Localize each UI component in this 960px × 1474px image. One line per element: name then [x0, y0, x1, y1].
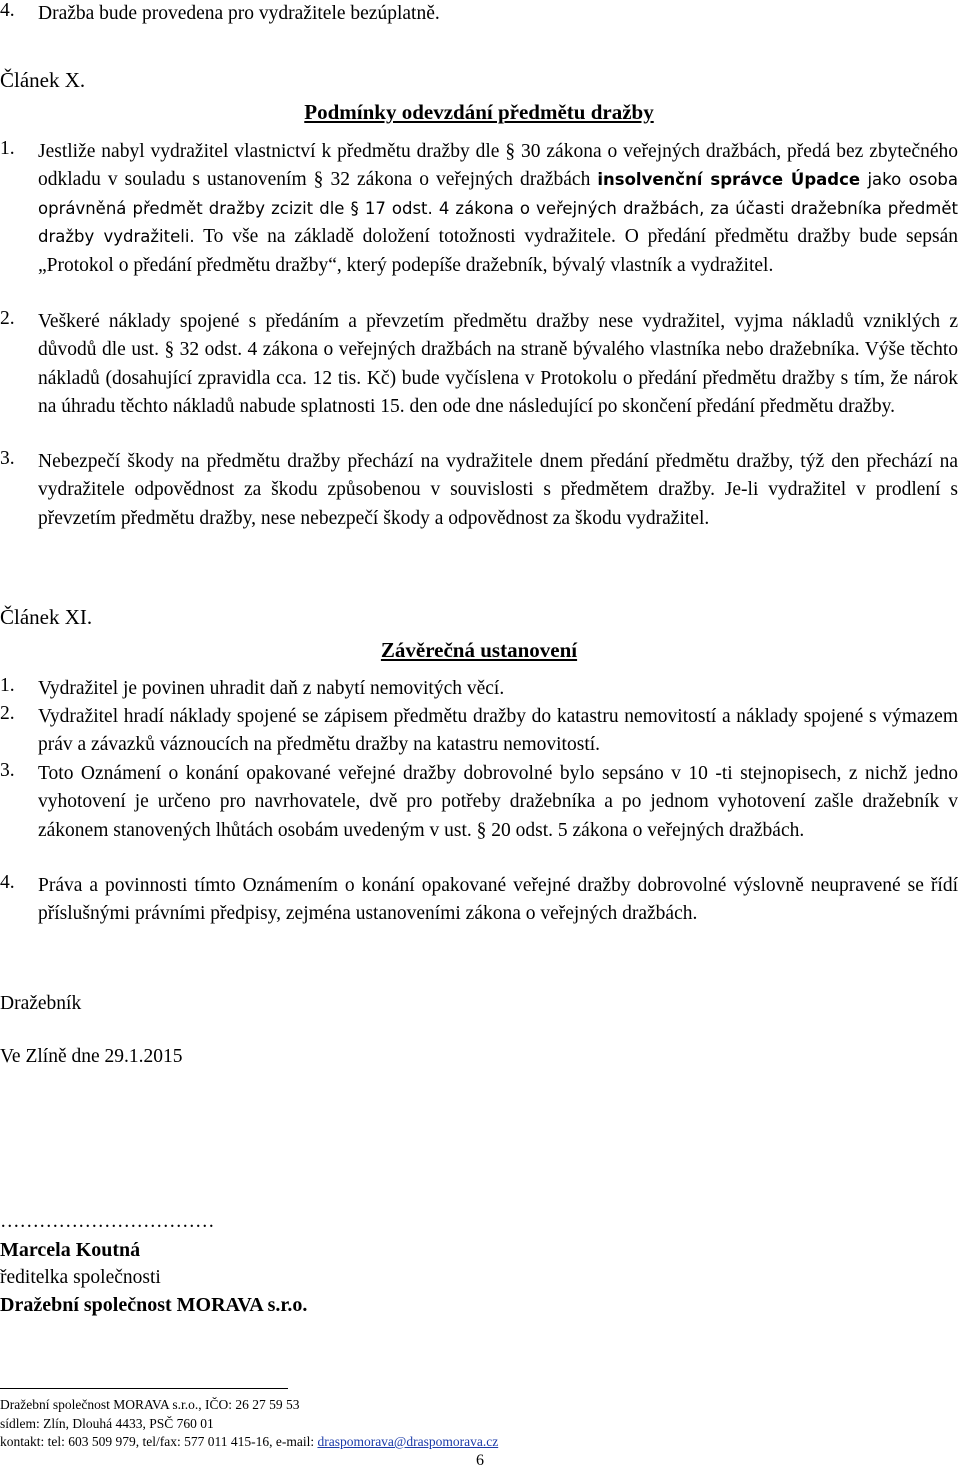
article-11-item-1 — [0, 675, 958, 703]
place-date: Ve Zlíně dne 29.1.2015 — [0, 1046, 183, 1067]
company-name: Dražební společnost MORAVA s.r.o. — [0, 1294, 308, 1316]
text-run: To vše na základě doložení totožnosti vydražitele. O předání předmětu dražby bude sepsán „Protokol o předání předmětu dražby“, který podepíše dražebník, bývalý vlastník a vydražitel. — [38, 226, 958, 276]
footer-contact-text: kontakt: tel: 603 509 979, tel/fax: 577 011 415-16, e-mail: — [0, 1434, 318, 1449]
list-text: Toto Oznámení o konání opakované veřejné dražby dobrovolné bylo sepsáno v 10 -ti stejnopisech, z nichž jedno vyhotovení je určeno pro navrhovatele, dvě pro potřeby dražebníka a po jednom vyhotovení zašle dražebník v zákonem stanovených lhůtách osobám uvedeným v ust. § 20 odst. 5 zákona o veřejných dražbách. — [38, 763, 958, 841]
footer-address: sídlem: Zlín, Dlouhá 4433, PSČ 760 01 — [0, 1415, 214, 1431]
signatory-title: ředitelka společnosti — [0, 1267, 161, 1288]
list-text: Nebezpečí škody na předmětu dražby přechází na vydražitele dnem předání předmětu dražby, týž den přechází na vydražitele odpovědnost za škodu způsobenou v souvislosti s předmětem dražby. Je-li vydražitel v prodlení s převzetím předmětu dražby, nese nebezpečí škody a odpovědnost za škodu vydražitel. — [38, 451, 958, 529]
article-11-item-2 — [0, 703, 958, 760]
list-text — [38, 138, 958, 280]
article-11-heading: Závěrečná ustanovení — [380, 638, 578, 662]
text-run: Jestliže nabyl vydražitel vlastnictví k předmětu dražby dle § 30 zákona o veřejných dražbách, předá bez zbytečného odkladu v souladu s ustanovením § 32 zákona o veřejných dražbách — [38, 141, 958, 191]
list-number: 4. — [0, 872, 15, 893]
article-10-item-2 — [0, 308, 958, 422]
footer-rule — [0, 1388, 288, 1389]
footer-contact — [0, 1433, 498, 1452]
list-number: 1. — [0, 675, 15, 696]
footer-company: Dražební společnost MORAVA s.r.o., IČO: 26 27 59 53 — [0, 1397, 300, 1412]
list-number: 2. — [0, 703, 15, 724]
article-10-item-3 — [0, 448, 958, 533]
page-number: 6 — [476, 1452, 484, 1469]
signature-dots: …………………………… — [0, 1211, 215, 1232]
article-10-heading: Podmínky odevzdání předmětu dražby — [304, 100, 654, 124]
list-number: 1. — [0, 138, 15, 159]
list-text: Vydražitel hradí náklady spojené se zápisem předmětu dražby do katastru nemovitostí a náklady spojené s výmazem práv a závazků váznoucích na předmětu dražby na katastru nemovitostí. — [38, 706, 958, 756]
list-text: Veškeré náklady spojené s předáním a převzetím předmětu dražby nese vydražitel, vyjma nákladů vzniklých z důvodů dle ust. § 32 odst. 4 zákona o veřejných dražbách na straně bývalého vlastníka nebo dražebníka. Výše těchto nákladů (dosahující zpravidla cca. 12 tis. Kč) bude vyčíslena v Protokolu o předání předmětu dražby s tím, že nárok na úhradu těchto nákladů nabude splatnosti 15. den ode dne následující po skončení předání předmětu dražby. — [38, 311, 958, 418]
list-number: 4. — [0, 0, 15, 21]
article-10-item-1 — [0, 138, 958, 280]
list-text: Dražba bude provedena pro vydražitele bezúplatně. — [38, 3, 440, 24]
auctioneer-label: Dražebník — [0, 993, 82, 1014]
prev-list-item — [0, 0, 958, 28]
list-number: 3. — [0, 448, 15, 469]
list-text: Práva a povinnosti tímto Oznámením o konání opakované veřejné dražby dobrovolné výslovně neupravené se řídí příslušnými právními předpisy, zejména ustanoveními zákona o veřejných dražbách. — [38, 875, 958, 925]
list-text: Vydražitel je povinen uhradit daň z nabytí nemovitých věcí. — [38, 678, 505, 699]
insolvency-administrator: insolvenční správce Úpadce — [597, 170, 861, 190]
footer-email-link[interactable]: draspomorava@draspomorava.cz — [317, 1434, 499, 1449]
list-number: 3. — [0, 760, 15, 781]
article-11-label: Článek XI. — [0, 605, 93, 629]
article-10-label: Článek X. — [0, 68, 86, 92]
article-11-item-3 — [0, 760, 958, 845]
article-11-item-4 — [0, 872, 958, 929]
list-number: 2. — [0, 308, 15, 329]
signatory-name: Marcela Koutná — [0, 1239, 141, 1261]
footer — [0, 1396, 498, 1452]
text-run: jako osoba oprávněná předmět dražby zcizit dle § 17 odst. 4 zákona o veřejných dražbách, za účasti dražebníka předmět dražby vydražiteli. — [38, 170, 958, 247]
